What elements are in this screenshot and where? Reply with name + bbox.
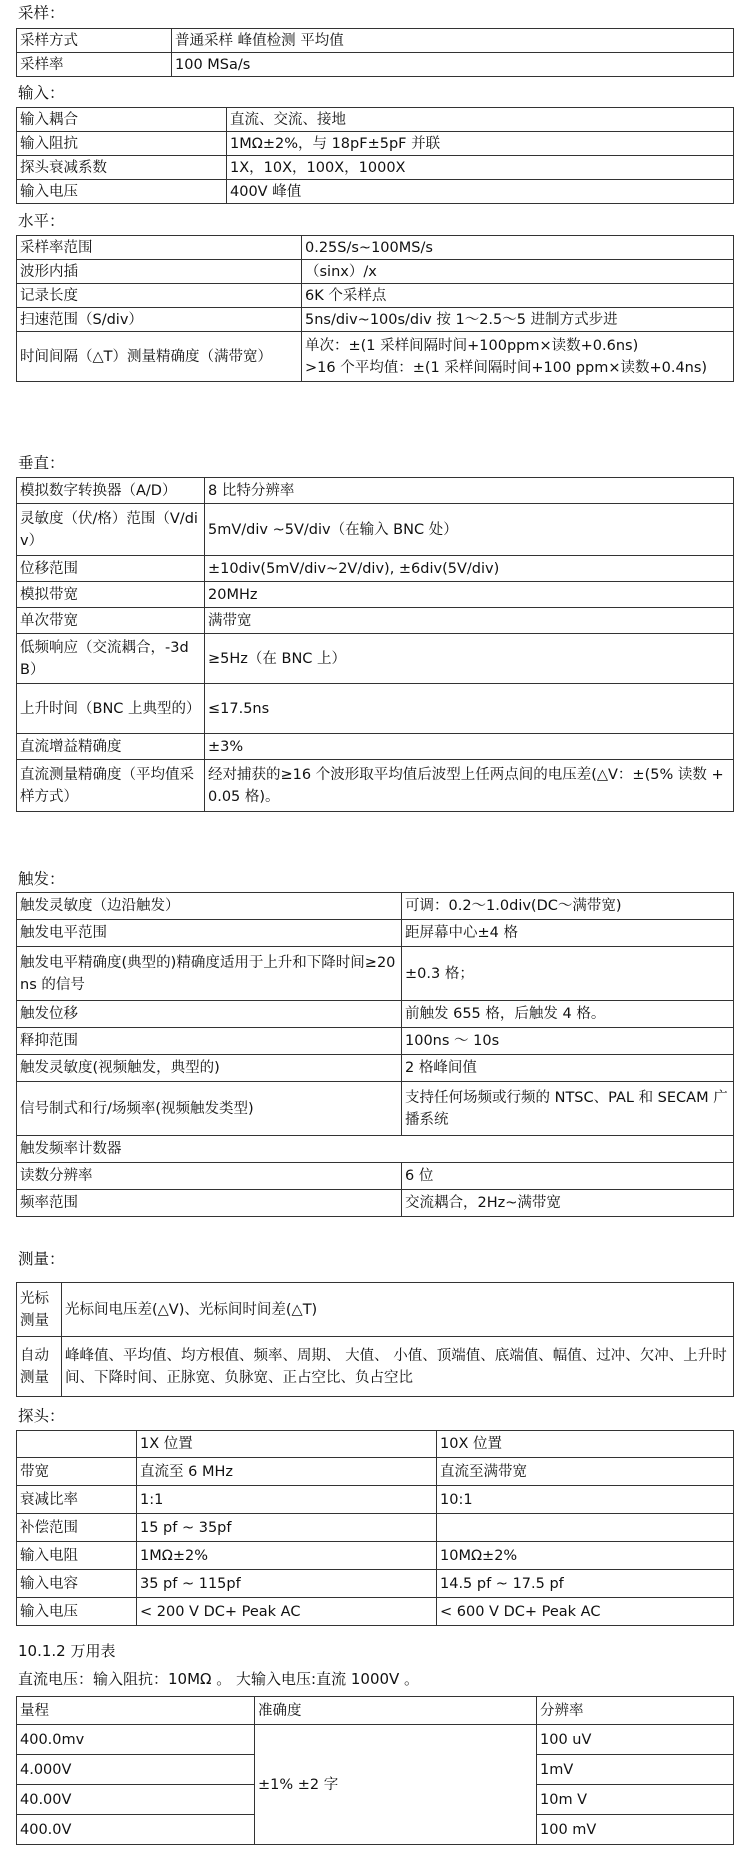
spec-value: ≤17.5ns (205, 684, 734, 734)
table-row (17, 1458, 734, 1486)
spec-label: 补偿范围 (17, 1514, 137, 1542)
table-row (17, 29, 734, 53)
spec-value: 直流、交流、接地 (227, 108, 734, 132)
table-row (17, 1283, 734, 1337)
table-row (17, 308, 734, 332)
spec-value (437, 1514, 734, 1542)
spec-value: 1X，10X，100X，1000X (227, 156, 734, 180)
measure-table (16, 1282, 734, 1397)
spec-label: 输入电容 (17, 1570, 137, 1598)
spec-label: 输入电压 (17, 1598, 137, 1626)
col-accuracy: 准确度 (255, 1697, 537, 1725)
table-row (17, 1542, 734, 1570)
spec-value: 峰峰值、平均值、均方根值、频率、周期、 大值、 小值、顶端值、底端值、幅值、过冲、欠冲、上升时间、下降时间、正脉宽、负脉宽、正占空比、负占空比 (62, 1337, 734, 1397)
spec-value: 6 位 (402, 1163, 734, 1190)
multimeter-heading: 10.1.2 万用表 (18, 1642, 116, 1660)
table-row (17, 1514, 734, 1542)
spec-value: 100ns ～ 10s (402, 1028, 734, 1055)
table-row (17, 180, 734, 204)
spec-label: 单次带宽 (17, 608, 205, 634)
table-row (17, 684, 734, 734)
spec-value: 直流至 6 MHz (137, 1458, 437, 1486)
spec-label: 采样率范围 (17, 236, 302, 260)
counter-title: 触发频率计数器 (17, 1136, 734, 1163)
spec-label: 记录长度 (17, 284, 302, 308)
spec-value: 35 pf ~ 115pf (137, 1570, 437, 1598)
dc-voltage-line: 直流电压：输入阻抗：10MΩ 。 大输入电压:直流 1000V 。 (18, 1670, 420, 1688)
spec-label: 触发灵敏度(视频触发，典型的) (17, 1055, 402, 1082)
input-table (16, 107, 734, 204)
spec-label: 输入耦合 (17, 108, 227, 132)
table-row (17, 504, 734, 556)
spec-label: 输入电阻 (17, 1542, 137, 1570)
multimeter-table (16, 1696, 734, 1845)
spec-label: 读数分辨率 (17, 1163, 402, 1190)
spec-value: 400V 峰值 (227, 180, 734, 204)
spec-value: < 200 V DC+ Peak AC (137, 1598, 437, 1626)
table-row (17, 1001, 734, 1028)
table-row (17, 236, 734, 260)
spec-label (17, 1431, 137, 1458)
resolution-value: 1mV (537, 1755, 734, 1785)
range-value: 4.000V (17, 1755, 255, 1785)
input-heading: 输入： (18, 84, 65, 102)
spec-value: 1:1 (137, 1486, 437, 1514)
resolution-value: 100 uV (537, 1725, 734, 1755)
table-row (17, 556, 734, 582)
spec-value: （sinx）/x (302, 260, 734, 284)
sampling-table (16, 28, 734, 77)
probe-table (16, 1430, 734, 1626)
spec-value: 前触发 655 格，后触发 4 格。 (402, 1001, 734, 1028)
spec-value: 10:1 (437, 1486, 734, 1514)
spec-value: 光标间电压差(△V)、光标间时间差(△T) (62, 1283, 734, 1337)
spec-label: 波形内插 (17, 260, 302, 284)
trigger-table (16, 892, 734, 1217)
spec-label: 触发电平精确度(典型的)精确度适用于上升和下降时间≥20ns 的信号 (17, 947, 402, 1001)
range-value: 40.00V (17, 1785, 255, 1815)
spec-label: 触发电平范围 (17, 920, 402, 947)
table-row (17, 1163, 734, 1190)
resolution-value: 100 mV (537, 1815, 734, 1845)
table-row (17, 1136, 734, 1163)
spec-label: 直流测量精确度（平均值采样方式） (17, 760, 205, 812)
spec-value: 2 格峰间值 (402, 1055, 734, 1082)
table-row (17, 478, 734, 504)
spec-label: 输入阻抗 (17, 132, 227, 156)
spec-label: 频率范围 (17, 1190, 402, 1217)
spec-label: 低频响应（交流耦合，-3dB） (17, 634, 205, 684)
table-row (17, 760, 734, 812)
table-row (17, 1725, 734, 1755)
spec-label: 带宽 (17, 1458, 137, 1486)
spec-value: 10MΩ±2% (437, 1542, 734, 1570)
probe-col-1x: 1X 位置 (137, 1431, 437, 1458)
spec-label: 信号制式和行/场频率(视频触发类型) (17, 1082, 402, 1136)
table-row (17, 260, 734, 284)
table-row (17, 734, 734, 760)
spec-value: 14.5 pf ~ 17.5 pf (437, 1570, 734, 1598)
probe-col-10x: 10X 位置 (437, 1431, 734, 1458)
table-row (17, 156, 734, 180)
spec-label: 位移范围 (17, 556, 205, 582)
table-row (17, 582, 734, 608)
interval-average: >16 个平均值：±(1 采样间隔时间+100 ppm×读数+0.4ns) (305, 359, 708, 376)
table-row (17, 947, 734, 1001)
spec-label: 触发灵敏度（边沿触发） (17, 893, 402, 920)
spec-value: < 600 V DC+ Peak AC (437, 1598, 734, 1626)
spec-value: 20MHz (205, 582, 734, 608)
resolution-value: 10m V (537, 1785, 734, 1815)
spec-label: 采样率 (17, 53, 172, 77)
spec-label: 模拟带宽 (17, 582, 205, 608)
spec-value: 距屏幕中心±4 格 (402, 920, 734, 947)
table-row (17, 1486, 734, 1514)
spec-value: 8 比特分辨率 (205, 478, 734, 504)
spec-label: 时间间隔（△T）测量精确度（满带宽） (17, 332, 302, 382)
table-row (17, 1431, 734, 1458)
spec-value: ±0.3 格； (402, 947, 734, 1001)
spec-value: 经对捕获的≥16 个波形取平均值后波型上任两点间的电压差(△V：±(5% 读数 + 0.05 格)。 (205, 760, 734, 812)
spec-value: 支持任何场频或行频的 NTSC、PAL 和 SECAM 广播系统 (402, 1082, 734, 1136)
table-row (17, 53, 734, 77)
spec-value: 直流至满带宽 (437, 1458, 734, 1486)
interval-single: 单次：±(1 采样间隔时间+100ppm×读数+0.6ns) (305, 337, 639, 354)
spec-value: 5ns/div~100s/div 按 1～2.5～5 进制方式步进 (302, 308, 734, 332)
spec-label: 触发位移 (17, 1001, 402, 1028)
spec-value: 100 MSa/s (172, 53, 734, 77)
spec-label: 释抑范围 (17, 1028, 402, 1055)
spec-label: 扫速范围（S/div） (17, 308, 302, 332)
table-row (17, 1082, 734, 1136)
spec-label: 直流增益精确度 (17, 734, 205, 760)
table-row (17, 1697, 734, 1725)
vertical-heading: 垂直： (18, 454, 65, 472)
spec-value: 普通采样 峰值检测 平均值 (172, 29, 734, 53)
vertical-table (16, 477, 734, 812)
table-row (17, 108, 734, 132)
horizontal-table (16, 235, 734, 382)
spec-value: 1MΩ±2% (137, 1542, 437, 1570)
table-row (17, 1337, 734, 1397)
spec-value: 5mV/div ~5V/div（在输入 BNC 处） (205, 504, 734, 556)
trigger-heading: 触发： (18, 870, 65, 888)
spec-value: 0.25S/s~100MS/s (302, 236, 734, 260)
table-row (17, 893, 734, 920)
spec-value: 满带宽 (205, 608, 734, 634)
spec-label: 光标测量 (17, 1283, 62, 1337)
accuracy-value: ±1% ±2 字 (255, 1725, 537, 1845)
table-row (17, 132, 734, 156)
spec-label: 衰减比率 (17, 1486, 137, 1514)
spec-label: 模拟数字转换器（A/D） (17, 478, 205, 504)
measure-heading: 测量： (18, 1250, 65, 1268)
spec-value: 可调：0.2～1.0div(DC～满带宽) (402, 893, 734, 920)
spec-value: 6K 个采样点 (302, 284, 734, 308)
table-row (17, 332, 734, 382)
spec-label: 自动测量 (17, 1337, 62, 1397)
table-row (17, 1598, 734, 1626)
horizontal-heading: 水平： (18, 212, 65, 230)
table-row (17, 1028, 734, 1055)
spec-label: 输入电压 (17, 180, 227, 204)
col-range: 量程 (17, 1697, 255, 1725)
sampling-heading: 采样： (18, 4, 65, 22)
probe-heading: 探头： (18, 1407, 65, 1425)
spec-value: ≥5Hz（在 BNC 上） (205, 634, 734, 684)
spec-value: 1MΩ±2%，与 18pF±5pF 并联 (227, 132, 734, 156)
spec-value (302, 332, 734, 382)
spec-value: ±3% (205, 734, 734, 760)
range-value: 400.0mv (17, 1725, 255, 1755)
spec-label: 上升时间（BNC 上典型的） (17, 684, 205, 734)
spec-value: 15 pf ~ 35pf (137, 1514, 437, 1542)
spec-label: 采样方式 (17, 29, 172, 53)
spec-label: 探头衰减系数 (17, 156, 227, 180)
table-row (17, 920, 734, 947)
table-row (17, 1570, 734, 1598)
range-value: 400.0V (17, 1815, 255, 1845)
table-row (17, 1190, 734, 1217)
col-resolution: 分辨率 (537, 1697, 734, 1725)
table-row (17, 1055, 734, 1082)
spec-value: ±10div(5mV/div~2V/div), ±6div(5V/div) (205, 556, 734, 582)
spec-value: 交流耦合，2Hz~满带宽 (402, 1190, 734, 1217)
spec-label: 灵敏度（伏/格）范围（V/div） (17, 504, 205, 556)
table-row (17, 634, 734, 684)
table-row (17, 608, 734, 634)
table-row (17, 284, 734, 308)
